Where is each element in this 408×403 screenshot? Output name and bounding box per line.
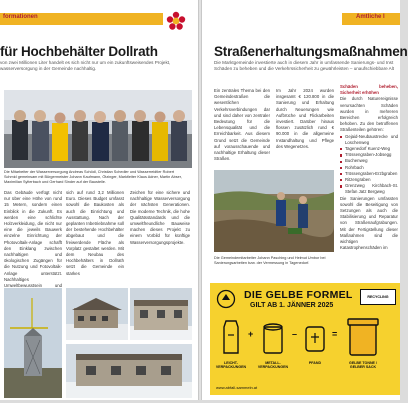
body-column-1: Das Gebäude verfügt nicht nur über eine Höhe von rund 15 Metern, sondern einen Einblick in die Zukunft. Es werden eine schlichte Holzverkleidung, die nicht nur eine die jeweils Bauwerk einzelne Einrichtung der Photovoltaik-Anlage schafft den Einklang zwischen nachhaltigen und ökologischen Zugängen für die Nutzung und Fotovoltaik-Anlage unterstützt. Nachhaltiges Umweltbewusstsein und: [4, 190, 62, 289]
bin-label-text: PFAND: [308, 361, 322, 365]
list-item: Rohrbach: [340, 165, 398, 171]
left-page: [0, 0, 198, 400]
list-item: Grenzweg Kirchbach-St. Stefan Jatz Bergweg: [340, 183, 398, 195]
street-list: [340, 134, 398, 196]
bin-label-metal: [256, 361, 290, 370]
banner-title: DIE GELBE FORMEL: [244, 289, 353, 301]
list-item: Gejaid-Neubaustrecke und Loschenweg: [340, 134, 398, 146]
section-label: Amtliche I: [356, 14, 385, 20]
list-item: Ritzengraben: [340, 177, 398, 183]
body-column-2: Im Jahr 2024 wurden insgesamt € 120.800 in die Sanierung und Erhaltung durch Neuerungen wie Aufbrüche und Flickarbeiten investiert. Darüber hinaus flossen zusätzlich rund € 90.000 in die allgemeine Instandhaltung und Pflege des Wegenetzes.: [276, 88, 334, 149]
lead-line-2: Schäden zu beheben und die Verkehrssicherheit zu gewährleisten – unaufschiebbare Alt: [214, 66, 395, 71]
list-item: Buchenweg: [340, 158, 398, 164]
building-photo-1: [66, 288, 128, 340]
light-packaging-icon: [220, 319, 242, 355]
metal-packaging-icon: [260, 321, 286, 355]
page-headline: Straßenerhaltungsmaßnahmen: [214, 44, 408, 59]
bin-label-deposit: [300, 361, 330, 365]
banner-url[interactable]: www.abfall-sammeln.at: [216, 385, 258, 390]
road-work-photo: [214, 170, 334, 252]
section-label: formationen: [3, 14, 38, 20]
list-after: Die Sanierungen umfassten sowohl die Beseitigung von Setzungen als auch die Stabilisierung und Reparatur von Straßenaufgrabungen. Mit der Fertigstellung dieser Maßnahmen sind die wichtigen Katastrophenschäden im: [340, 195, 398, 251]
photo-caption-2: Sanierungsarbeiten bzw. der Vermessung in Tagenedorf.: [214, 261, 310, 265]
logo-badge: RECYCLING: [360, 289, 396, 305]
photo-caption-2: Schmid gemeinsam mit Bürgermeister Johann Kaufmann, Ötzinger, Marktleiter Klaus Adner, Martin Abser,: [4, 175, 182, 179]
photo-caption-3: Maximilian Sylterbach und Gerhard Sinder auf der Baustelle.: [4, 180, 106, 184]
crest-icon: [166, 11, 186, 31]
tower-construction-photo: [4, 288, 62, 398]
recycle-icon: [216, 289, 236, 309]
bin-label-light: [214, 361, 248, 370]
gelbe-formel-banner: [210, 283, 400, 395]
list-item: Trössengraben-Erzbgraben: [340, 171, 398, 177]
bin-label-text: LEICHT- VERPACKUNGEN: [215, 361, 247, 370]
photo-caption-1: Die Gemeindemitarbeiter Johann Pasching und Helmut Umbor bei: [214, 256, 326, 260]
minus-symbol: –: [292, 329, 298, 339]
body-column-3: Zeichen für eine sichere und nachhaltige Wasserversorgung der nächsten Generationen. Die moderne Technik, die hohe Qualitätsstandards und die umweltfreundliche Bauweise machen dieses Projekt zu einem Vorbild für künftige Wasserversorgungsprojekte.: [130, 190, 190, 245]
banner-subtitle: GILT AB 1. JÄNNER 2025: [250, 302, 334, 309]
page-headline: für Hochbehälter Dollrath: [0, 44, 158, 59]
yellow-bin-icon: [346, 315, 380, 357]
group-photo: [4, 90, 192, 168]
lead-line-1: Die Marktgemeinde investierte auch in diesem Jahr in umfassende Sanierungs- und Inst: [214, 60, 394, 65]
bin-label-yellow: [342, 361, 384, 370]
deposit-icon: [304, 323, 326, 353]
bin-label-text: GELBE TONNE / GELBER SACK: [349, 361, 377, 370]
photo-caption-1: Die Mitarbeiter der Wasserversorgung Andreas Schödl, Christian Schedler und Wasserreidtler Robert: [4, 170, 175, 174]
list-intro: Die durch Naturereignisse verursachten Schäden wurden in mehreren Bereichen erfolgreich behoben. Zu den betroffenen Straßenteilen gehören:: [340, 96, 398, 133]
lead-line-2: wasserversorgung in der Gemeinde nachhaltig.: [0, 66, 97, 71]
lead-line-1: von zwei Millionen Liter handelt es sich nicht nur um ein zukunftsweisendes Projekt,: [0, 60, 171, 65]
equals-symbol: =: [332, 329, 338, 339]
body-column-2: sich auf rund 3,2 Millionen Euro. Dieses Budget umfasst sowohl die Baukosten als auch die Einrichtung und Ausstattung. Nach der geplanten Inbetriebnahme soll der bestehende Hochbehälter abgebaut und die freiwerdende Fläche als Vorplatz gestaltet werden. Mit dem Neubau des Hochbehälters in Dollrath setzt die Gemeinde ein starkes: [66, 190, 124, 276]
bin-label-text: METALL- VERPACKUNGEN: [257, 361, 289, 370]
list-item: Trössengraben-Jobsegg: [340, 152, 398, 158]
plus-symbol: +: [248, 329, 254, 339]
building-photo-3: [66, 344, 192, 398]
list-item: Tagenedorf Kuenz-Weg: [340, 146, 398, 152]
building-photo-2: [130, 288, 192, 340]
list-heading: Schäden beheben, Sicherheit erhöhen: [340, 84, 398, 96]
body-column-1: Ein zentrales Thema bei den Gemeindestraßen die wesentlichen Verkehrsverbindungen dar und sind daher von zentraler Bedeutung für die Lebensqualität und die Erreichbarkeit. Aus diesem Grund setzt die Gemeinde auf vorausschauende und nachhaltige Erhaltung dieser Straßen.: [214, 88, 270, 162]
damage-column: [340, 84, 398, 284]
